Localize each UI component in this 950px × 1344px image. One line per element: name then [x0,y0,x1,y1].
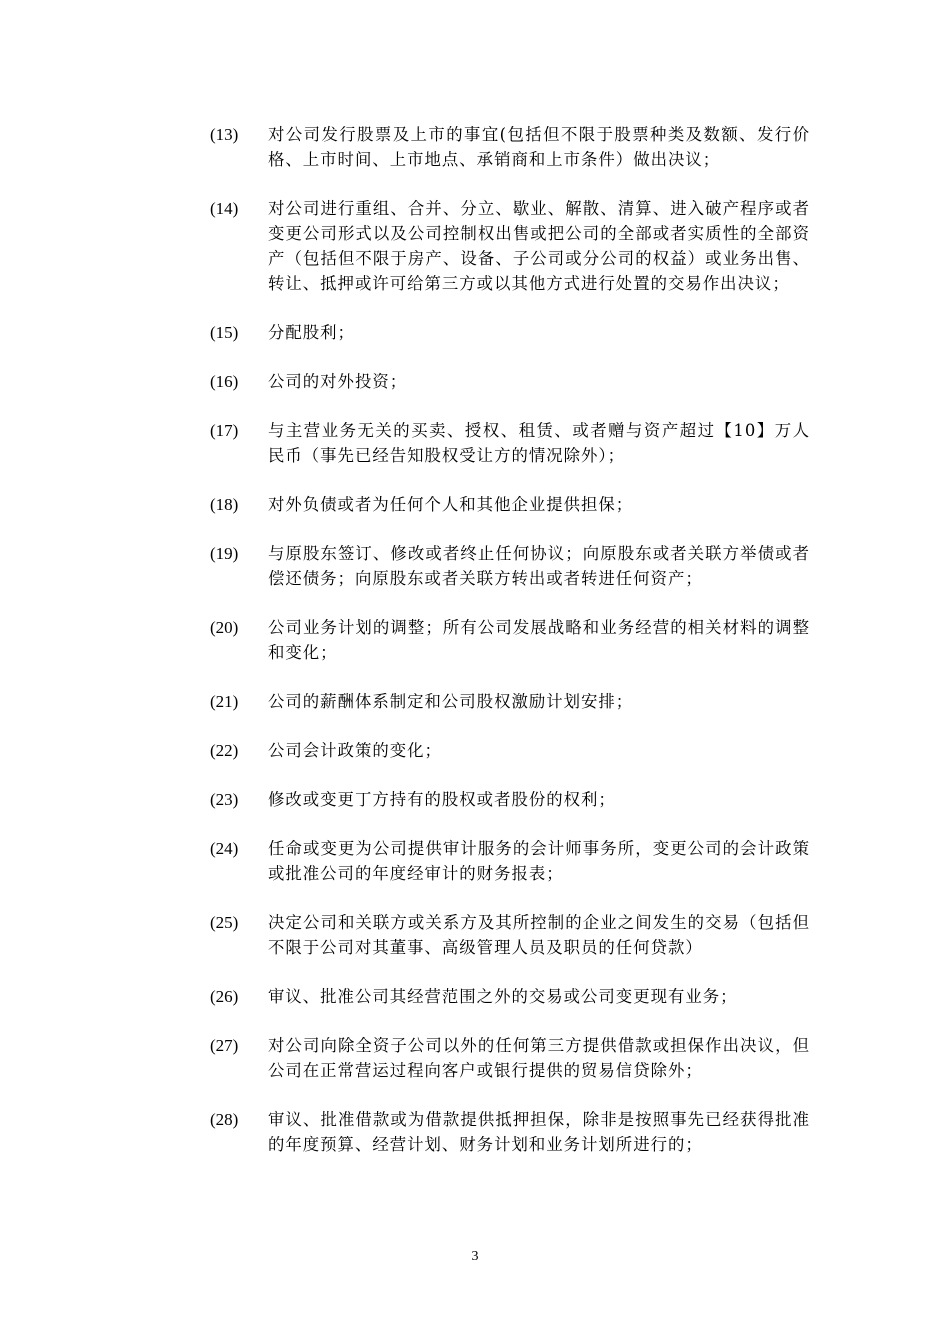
clause-text: 审议、批准公司其经营范围之外的交易或公司变更现有业务； [268,987,738,1006]
clause-item [210,369,810,394]
clause-item [210,492,810,517]
clause-item [210,910,810,960]
clause-text: 与主营业务无关的买卖、授权、租赁、或者赠与资产超过【10】万人民币（事先已经告知股权受让方的情况除外）； [268,421,810,465]
clause-number: (20) [210,618,239,637]
clause-number: (17) [210,421,239,440]
clause-number: (13) [210,125,239,144]
clause-text: 对公司向除全资子公司以外的任何第三方提供借款或担保作出决议，但公司在正常营运过程向客户或银行提供的贸易信贷除外； [268,1036,810,1080]
clause-text: 公司的对外投资； [268,372,408,391]
clause-item [210,320,810,345]
clause-number: (15) [210,323,239,342]
clause-item [210,541,810,591]
clause-text: 公司业务计划的调整；所有公司发展战略和业务经营的相关材料的调整和变化； [268,618,810,662]
clause-number: (16) [210,372,239,391]
clause-text: 修改或变更丁方持有的股权或者股份的权利； [268,790,616,809]
clause-text: 决定公司和关联方或关系方及其所控制的企业之间发生的交易（包括但不限于公司对其董事、高级管理人员及职员的任何贷款） [268,913,810,957]
clause-item [210,787,810,812]
clause-text: 与原股东签订、修改或者终止任何协议；向原股东或者关联方举债或者偿还债务；向原股东或者关联方转出或者转进任何资产； [268,544,810,588]
clause-text: 对公司进行重组、合并、分立、歇业、解散、清算、进入破产程序或者变更公司形式以及公司控制权出售或把公司的全部或者实质性的全部资产（包括但不限于房产、设备、子公司或分公司的权益）或业务出售、转让、抵押或许可给第三方或以其他方式进行处置的交易作出决议； [268,199,810,293]
clause-number: (14) [210,199,239,218]
clause-number: (26) [210,987,239,1006]
clause-number: (24) [210,839,239,858]
clause-text: 对外负债或者为任何个人和其他企业提供担保； [268,495,634,514]
clause-item [210,418,810,468]
clause-number: (23) [210,790,239,809]
clause-number: (22) [210,741,239,760]
clause-item [210,1033,810,1083]
clause-item [210,1107,810,1157]
clause-text: 公司的薪酬体系制定和公司股权激励计划安排； [268,692,634,711]
clause-number: (21) [210,692,239,711]
clause-text: 审议、批准借款或为借款提供抵押担保，除非是按照事先已经获得批准的年度预算、经营计划、财务计划和业务计划所进行的； [268,1110,810,1154]
clause-item [210,984,810,1009]
clause-text: 对公司发行股票及上市的事宜(包括但不限于股票种类及数额、发行价格、上市时间、上市地点、承销商和上市条件）做出决议； [268,125,810,169]
clause-item [210,738,810,763]
clause-item [210,122,810,172]
clause-item [210,689,810,714]
page-number: 3 [471,1249,479,1264]
clause-item [210,615,810,665]
clause-number: (28) [210,1110,239,1129]
clause-number: (18) [210,495,239,514]
clause-item [210,836,810,886]
clause-number: (27) [210,1036,239,1055]
clause-number: (19) [210,544,239,563]
clause-text: 分配股利； [268,323,355,342]
clause-item [210,196,810,296]
clause-text: 公司会计政策的变化； [268,741,442,760]
clause-text: 任命或变更为公司提供审计服务的会计师事务所，变更公司的会计政策或批准公司的年度经审计的财务报表； [268,839,810,883]
clause-number: (25) [210,913,239,932]
clause-list [210,122,810,1181]
